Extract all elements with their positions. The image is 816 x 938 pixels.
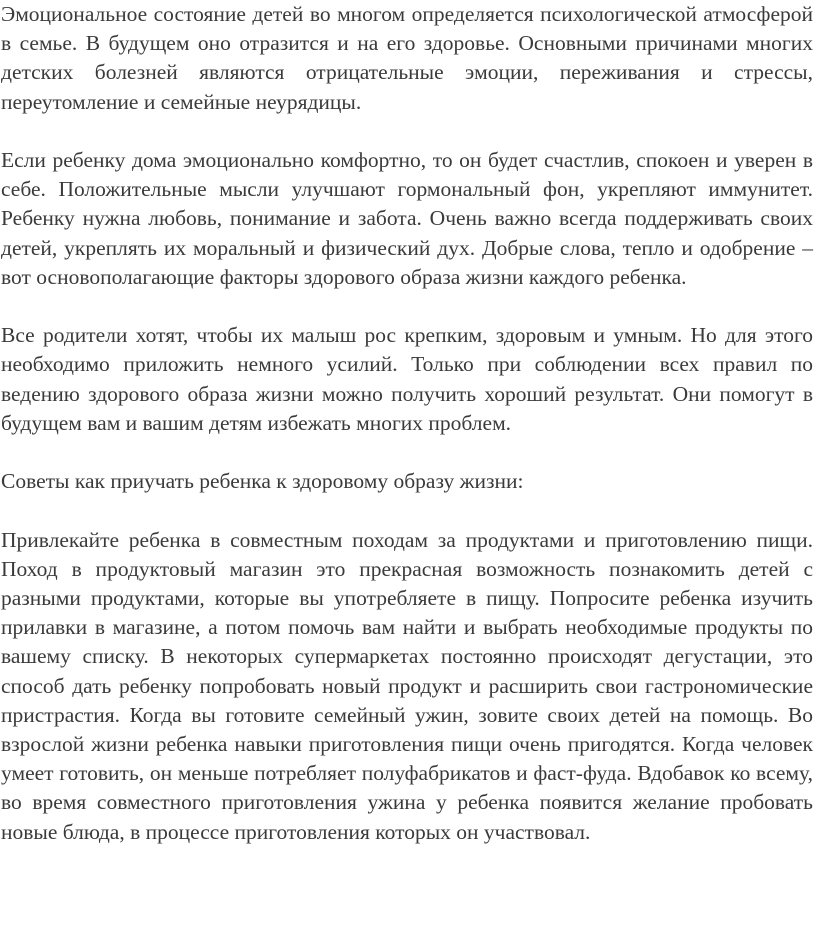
paragraph-home-comfort: Если ребенку дома эмоционально комфортно, то он будет счастлив, спокоен и уверен в себе. Положительные мысли улучшают гормональный фон, укрепляют иммунитет. Ребенку нужна любовь, понимание и забота. Очень важно всегда поддерживать своих детей, укреплять их моральный и физический дух. Добрые слова, тепло и одобрение – вот основополагающие факторы здорового образа жизни каждого ребенка. [1, 148, 813, 289]
paragraph-shopping-cooking: Привлекайте ребенка в совместным походам за продуктами и приготовлению пищи. Поход в продуктовый магазин это прекрасная возможность познакомить детей с разными продуктами, которые вы употребляете в пищу. Попросите ребенка изучить прилавки в магазине, а потом помочь вам найти и выбрать необходимые продукты по вашему списку. В некоторых супермаркетах постоянно происходят дегустации, это способ дать ребенку попробовать новый продукт и расширить свои гастрономические пристрастия. Когда вы готовите семейный ужин, зовите своих детей на помощь. Во взрослой жизни ребенка навыки приготовления пищи очень пригодятся. Когда человек умеет готовить, он меньше потребляет полуфабрикатов и фаст-фуда. Вдобавок ко всему, во время совместного приготовления ужина у ребенка появится желание пробовать новые блюда, в процессе приготовления которых он участвовал. [1, 527, 813, 844]
paragraph-spacer [1, 117, 813, 146]
paragraph-parents-wish: Все родители хотят, чтобы их малыш рос крепким, здоровым и умным. Но для этого необходимо приложить немного усилий. Только при соблюдении всех правил по ведению здорового образа жизни можно получить хороший результат. Они помогут в будущем вам и вашим детям избежать многих проблем. [1, 323, 813, 435]
tips-heading: Советы как приучать ребенка к здоровому образу жизни: [1, 469, 524, 494]
paragraph-spacer [1, 496, 813, 525]
paragraph-spacer [1, 292, 813, 321]
paragraph-emotional-state: Эмоциональное состояние детей во многом определяется психологической атмосферой в семье. В будущем оно отразится и на его здоровье. Основными причинами многих детских болезней являются отрицательные эмоции, переживания и стрессы, переутомление и семейные неурядицы. [1, 2, 813, 114]
paragraph-spacer [1, 438, 813, 467]
